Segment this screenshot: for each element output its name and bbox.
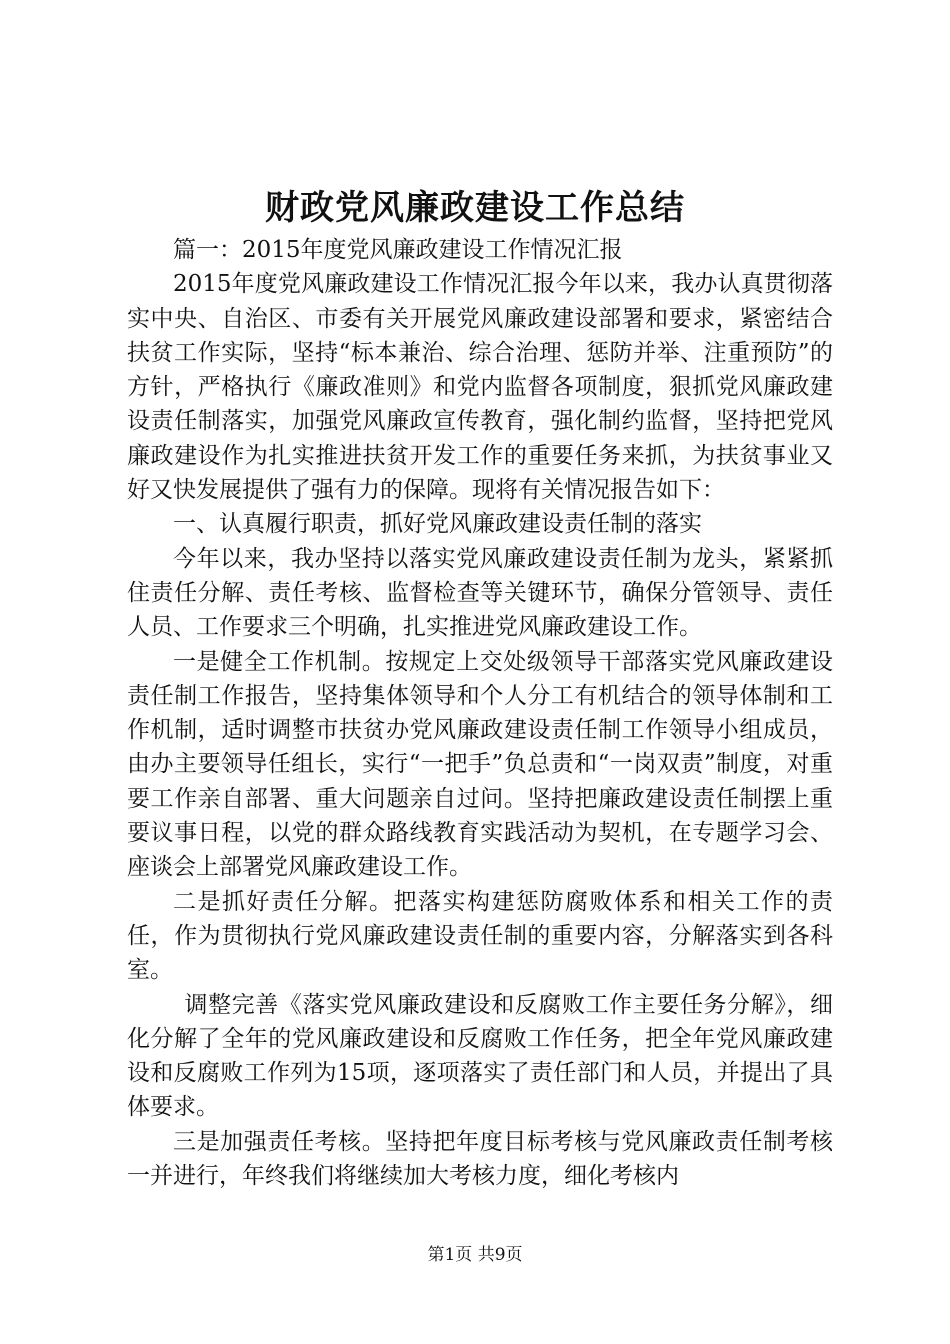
document-body [127, 233, 833, 1193]
paragraph-point-one: 一是健全工作机制。按规定上交处级领导干部落实党风廉政建设责任制工作报告，坚持集体领导和个人分工有机结合的领导体制和工作机制，适时调整市扶贫办党风廉政建设责任制工作领导小组成员，由办主要领导任组长，实行“一把手”负总责和“一岗双责”制度，对重要工作亲自部署、重大问题亲自过问。坚持把廉政建设责任制摆上重要议事日程，以党的群众路线教育实践活动为契机，在专题学习会、座谈会上部署党风廉政建设工作。 [127, 648, 833, 881]
paragraph-point-two: 二是抓好责任分解。把落实构建惩防腐败体系和相关工作的责任，作为贯彻执行党风廉政建设责任制的重要内容，分解落实到各科室。 [127, 888, 833, 984]
paragraph-adjustment: 调整完善《落实党风廉政建设和反腐败工作主要任务分解》，细化分解了全年的党风廉政建设和反腐败工作任务，把全年党风廉政建设和反腐败工作列为15项，逐项落实了责任部门和人员，并提出了具体要求。 [127, 991, 833, 1121]
paragraph-intro: 2015年度党风廉政建设工作情况汇报今年以来，我办认真贯彻落实中央、自治区、市委有关开展党风廉政建设部署和要求，紧密结合扶贫工作实际，坚持“标本兼治、综合治理、惩防并举、注重预防”的方针，严格执行《廉政准则》和党内监督各项制度，狠抓党风廉政建设责任制落实，加强党风廉政宣传教育，强化制约监督，坚持把党风廉政建设作为扎实推进扶贫开发工作的重要任务来抓，为扶贫事业又好又快发展提供了强有力的保障。现将有关情况报告如下： [127, 271, 833, 504]
paragraph-point-three: 三是加强责任考核。坚持把年度目标考核与党风廉政责任制考核一并进行，年终我们将继续加大考核力度，细化考核内 [127, 1128, 833, 1190]
paragraph-section-heading: 篇一：2015年度党风廉政建设工作情况汇报 [173, 237, 623, 263]
paragraph-overview: 今年以来，我办坚持以落实党风廉政建设责任制为龙头，紧紧抓住责任分解、责任考核、监督检查等关键环节，确保分管领导、责任人员、工作要求三个明确，扎实推进党风廉政建设工作。 [127, 545, 833, 641]
document-title: 财政党风廉政建设工作总结 [265, 188, 685, 228]
page-footer: 第1页 共9页 [427, 1245, 523, 1265]
paragraph-heading-one: 一、认真履行职责，抓好党风廉政建设责任制的落实 [173, 511, 702, 538]
